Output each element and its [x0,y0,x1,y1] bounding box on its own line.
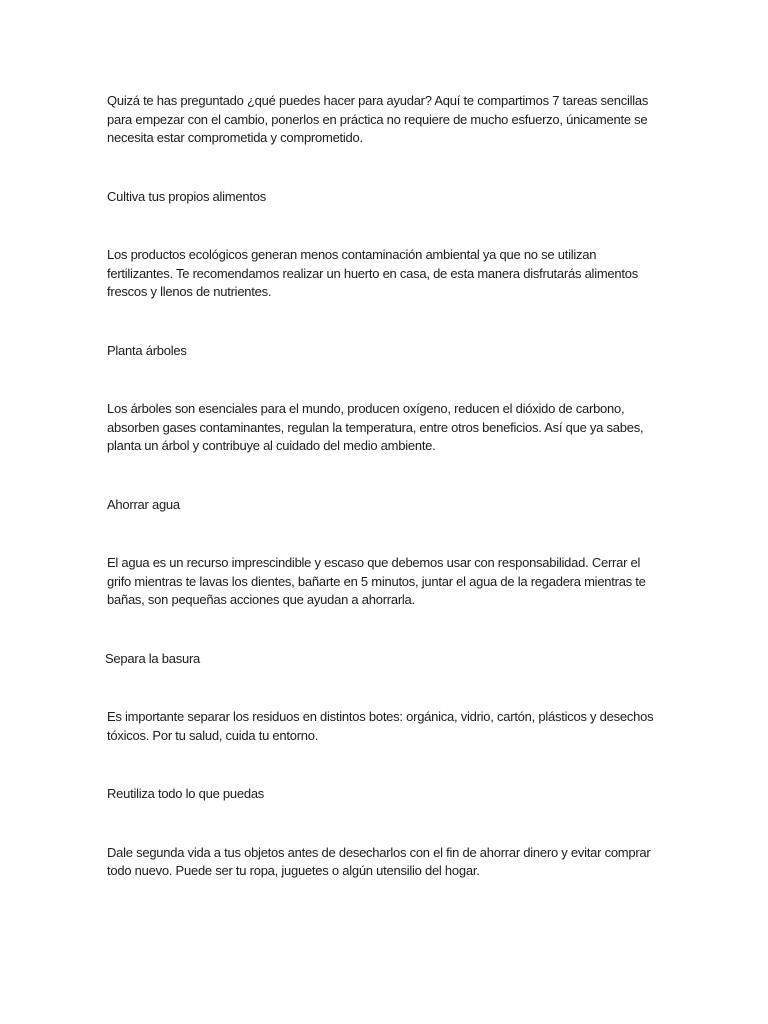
text-line: planta un árbol y contribuye al cuidado del medio ambiente. [107,438,436,453]
text-line: El agua es un recurso imprescindible y escaso que debemos usar con responsabilidad. Cerrar el [107,555,641,570]
section-heading-cultiva [107,188,768,207]
section-heading-text: Cultiva tus propios alimentos [107,188,266,204]
section-heading-text: Ahorrar agua [107,496,180,512]
text-line: Los productos ecológicos generan menos contaminación ambiental ya que no se utilizan [107,247,597,262]
text-line: necesita estar comprometida y comprometido. [107,130,363,145]
section-paragraph-reutiliza [107,844,768,881]
section-heading-text: Planta árboles [107,342,187,358]
section-heading-reutiliza [107,785,768,804]
section-heading-planta [107,342,768,361]
section-paragraph-cultiva [107,246,768,302]
text-line: bañas, son pequeñas acciones que ayudan a ahorrarla. [107,592,415,607]
section-heading-text: Separa la basura [105,650,201,666]
section-heading-basura [105,650,768,669]
text-line: Dale segunda vida a tus objetos antes de desecharlos con el fin de ahorrar dinero y evitar comprar [107,844,651,860]
section-paragraph-planta [107,400,768,456]
intro-paragraph [107,92,768,148]
text-line: grifo mientras te lavas los dientes, bañarte en 5 minutos, juntar el agua de la regadera mientras te [107,573,646,589]
section-heading-agua [107,496,768,515]
text-line: frescos y llenos de nutrientes. [107,284,272,299]
text-line: tóxicos. Por tu salud, cuida tu entorno. [107,727,319,743]
section-heading-text: Reutiliza todo lo que puedas [107,786,265,801]
section-paragraph-agua [107,554,768,610]
section-paragraph-basura [107,708,768,745]
text-line: Es importante separar los residuos en distintos botes: orgánica, vidrio, cartón, plásticos y desechos [107,709,654,724]
text-line: Los árboles son esenciales para el mundo, producen oxígeno, reducen el dióxido de carbono, [107,401,625,416]
text-line: absorben gases contaminantes, regulan la temperatura, entre otros beneficios. Así que ya sabes, [107,419,644,435]
text-line: para empezar con el cambio, ponerlos en práctica no requiere de mucho esfuerzo, únicamente se [107,111,648,127]
text-line: todo nuevo. Puede ser tu ropa, juguetes o algún utensilio del hogar. [107,863,480,878]
text-line: Quizá te has preguntado ¿qué puedes hacer para ayudar? Aquí te compartimos 7 tareas sencillas [107,93,649,108]
text-line: fertilizantes. Te recomendamos realizar un huerto en casa, de esta manera disfrutarás alimentos [107,265,638,281]
